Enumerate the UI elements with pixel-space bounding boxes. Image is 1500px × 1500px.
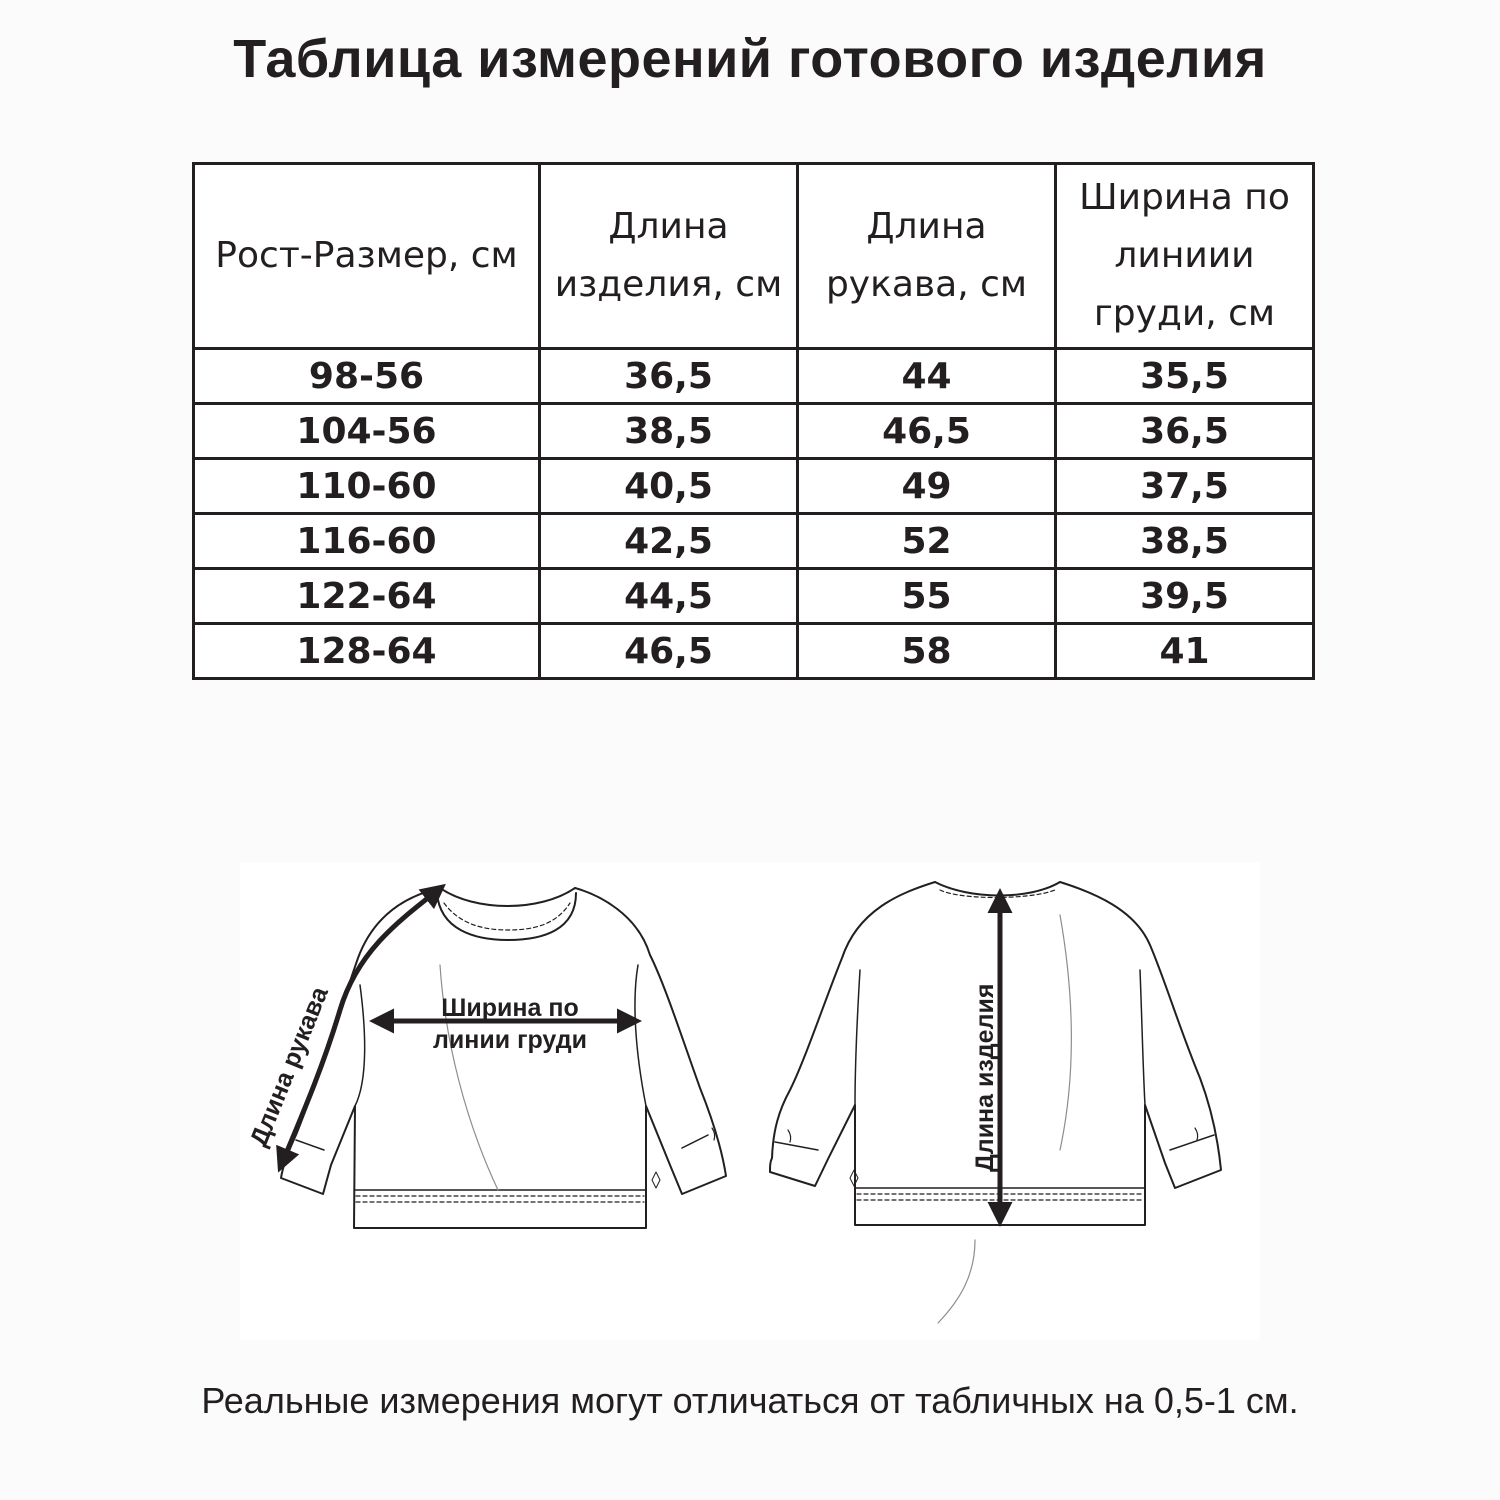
- table-cell: 37,5: [1056, 459, 1314, 514]
- table-cell: 44,5: [540, 569, 798, 624]
- table-cell: 42,5: [540, 514, 798, 569]
- header-line: рукава, см: [825, 264, 1028, 305]
- table-cell: 46,5: [540, 624, 798, 679]
- sleeve-length-label: Длина рукава: [244, 982, 334, 1151]
- table-cell: 116-60: [194, 514, 540, 569]
- table-cell: 38,5: [1056, 514, 1314, 569]
- table-cell: 49: [798, 459, 1056, 514]
- table-cell: 55: [798, 569, 1056, 624]
- table-cell: 39,5: [1056, 569, 1314, 624]
- table-cell: 44: [798, 349, 1056, 404]
- table-cell: 41: [1056, 624, 1314, 679]
- header-line: Длина: [608, 206, 729, 247]
- table-cell: 122-64: [194, 569, 540, 624]
- table-cell: 58: [798, 624, 1056, 679]
- header-line: Ширина по: [1079, 177, 1290, 218]
- footer-note: Реальные измерения могут отличаться от табличных на 0,5-1 см.: [201, 1380, 1299, 1421]
- table-cell: 98-56: [194, 349, 540, 404]
- chest-label-line: Ширина по: [441, 994, 579, 1022]
- table-cell: 128-64: [194, 624, 540, 679]
- table-cell: 104-56: [194, 404, 540, 459]
- table-cell: 36,5: [540, 349, 798, 404]
- header-line: линиии: [1114, 235, 1255, 276]
- header-line: Рост-Размер, см: [215, 235, 518, 276]
- page-title: Таблица измерений готового изделия: [233, 29, 1267, 89]
- header-line: Длина: [866, 206, 987, 247]
- table-cell: 38,5: [540, 404, 798, 459]
- table-cell: 35,5: [1056, 349, 1314, 404]
- table-cell: 52: [798, 514, 1056, 569]
- garment-length-label: Длина изделия: [971, 983, 999, 1172]
- chest-label-line: линии груди: [433, 1026, 587, 1054]
- table-cell: 110-60: [194, 459, 540, 514]
- table-cell: 36,5: [1056, 404, 1314, 459]
- header-line: изделия, см: [554, 264, 783, 305]
- front-sweatshirt: [281, 888, 726, 1228]
- header-line: груди, см: [1093, 293, 1276, 334]
- table-cell: 46,5: [798, 404, 1056, 459]
- table-cell: 40,5: [540, 459, 798, 514]
